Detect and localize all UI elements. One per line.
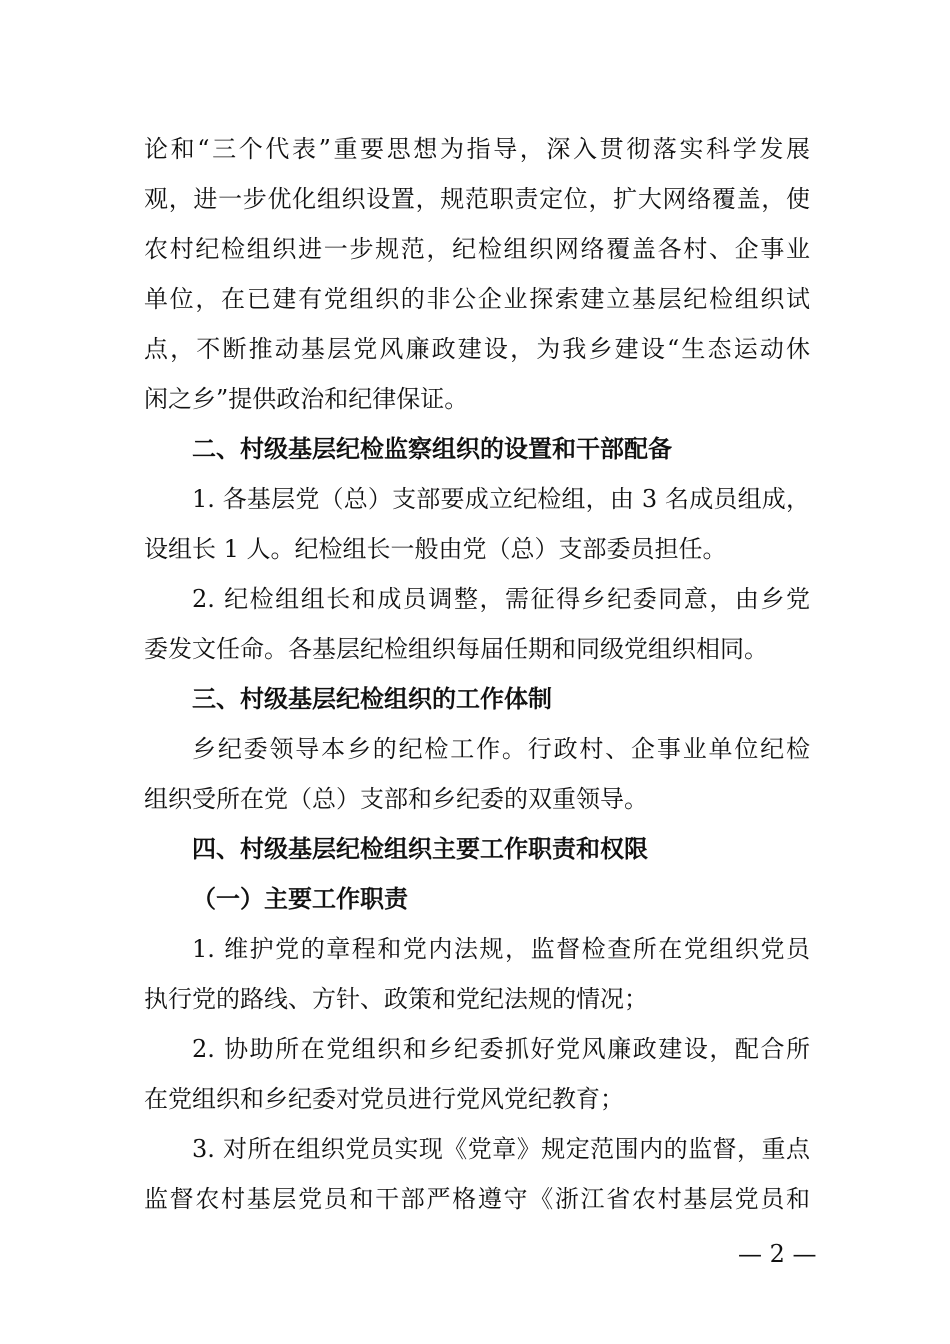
body-text-line: 论和“三个代表”重要思想为指导，深入贯彻落实科学发展 bbox=[144, 135, 810, 163]
section-heading: 四、村级基层纪检组织主要工作职责和权限 bbox=[192, 835, 648, 863]
body-text-line: 2. 协助所在党组织和乡纪委抓好党风廉政建设，配合所 bbox=[192, 1035, 810, 1063]
body-text-line: 设组长 1 人。纪检组长一般由党（总）支部委员担任。 bbox=[144, 535, 727, 563]
body-text-line: 点，不断推动基层党风廉政建设，为我乡建设“生态运动休 bbox=[144, 335, 810, 363]
body-text-line: 委发文任命。各基层纪检组织每届任期和同级党组织相同。 bbox=[144, 635, 768, 663]
subsection-heading: （一）主要工作职责 bbox=[192, 885, 408, 913]
body-text-line: 3. 对所在组织党员实现《党章》规定范围内的监督，重点 bbox=[192, 1135, 810, 1163]
body-text-line: 乡纪委领导本乡的纪检工作。行政村、企事业单位纪检 bbox=[192, 735, 810, 763]
page-number: — 2 — bbox=[738, 1240, 817, 1268]
body-text-line: 1. 各基层党（总）支部要成立纪检组，由 3 名成员组成， bbox=[192, 485, 810, 513]
body-text-line: 农村纪检组织进一步规范，纪检组织网络覆盖各村、企事业 bbox=[144, 235, 810, 263]
section-heading: 二、村级基层纪检监察组织的设置和干部配备 bbox=[192, 435, 672, 463]
section-heading: 三、村级基层纪检组织的工作体制 bbox=[192, 685, 552, 713]
body-text-line: 1. 维护党的章程和党内法规，监督检查所在党组织党员 bbox=[192, 935, 810, 963]
body-text-line: 2. 纪检组组长和成员调整，需征得乡纪委同意，由乡党 bbox=[192, 585, 810, 613]
body-text-line: 执行党的路线、方针、政策和党纪法规的情况； bbox=[144, 985, 648, 1013]
body-text-line: 监督农村基层党员和干部严格遵守《浙江省农村基层党员和 bbox=[144, 1185, 810, 1213]
body-text-line: 闲之乡”提供政治和纪律保证。 bbox=[144, 385, 469, 413]
body-text-line: 在党组织和乡纪委对党员进行党风党纪教育； bbox=[144, 1085, 624, 1113]
body-text-line: 组织受所在党（总）支部和乡纪委的双重领导。 bbox=[144, 785, 648, 813]
body-text-line: 单位，在已建有党组织的非公企业探索建立基层纪检组织试 bbox=[144, 285, 810, 313]
body-text-line: 观，进一步优化组织设置，规范职责定位，扩大网络覆盖，使 bbox=[144, 185, 810, 213]
